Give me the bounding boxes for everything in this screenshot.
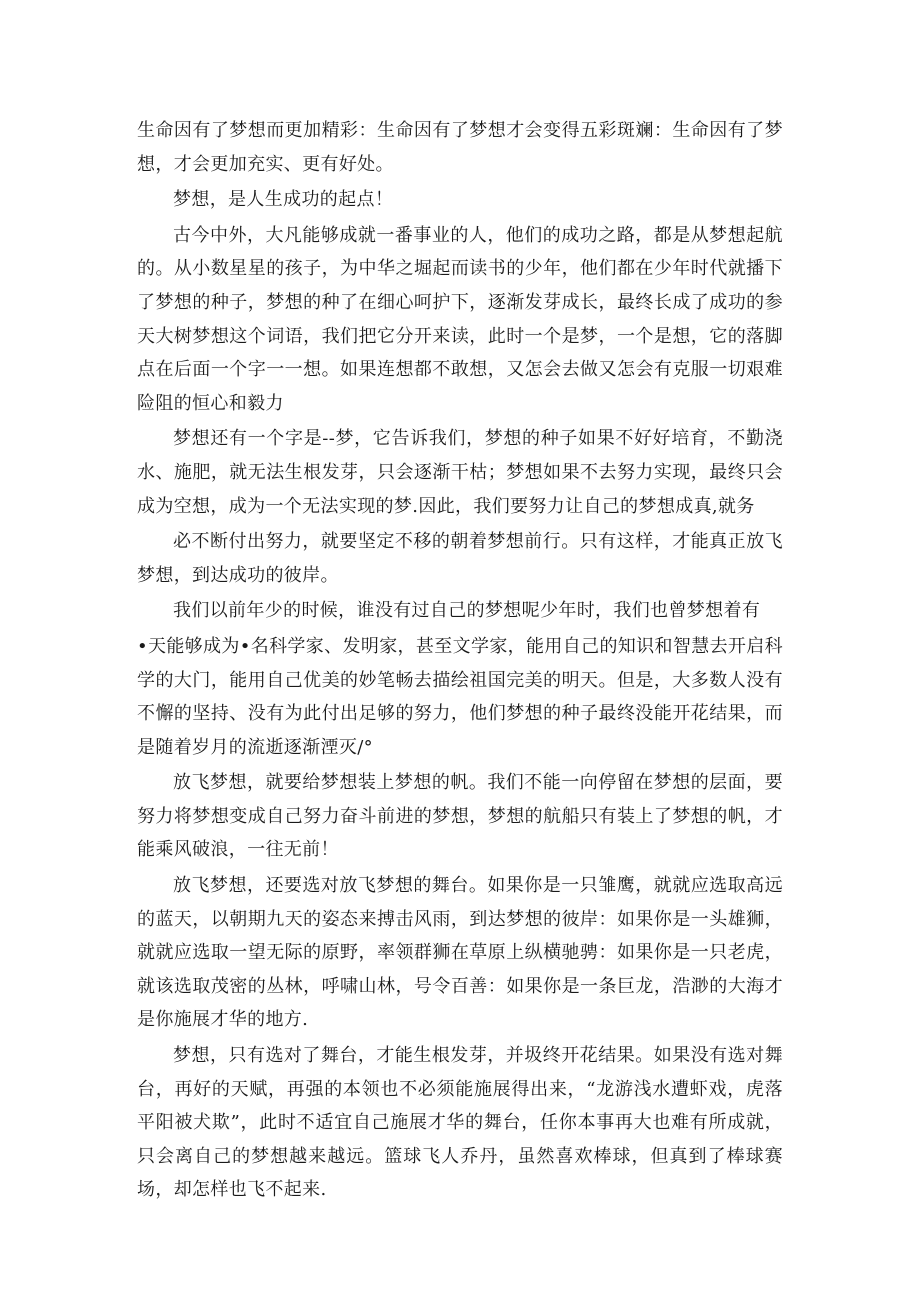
paragraph: •天能够成为•名科学家、发明家，甚至文学家，能用自己的知识和智慧去开启科学的大门，能用自己优美的妙笔畅去描绘祖国完美的明天。但是，大多数人没有不懈的坚持、没有为此付出足够的努力，他们梦想的种子最终没能开花结果，而是随着岁月的流逝逐渐湮灭/° [137,635,783,758]
paragraph: 放飞梦想，还要选对放飞梦想的舞台。如果你是一只雏鹰，就就应选取高远的蓝天，以朝期九天的姿态来搏击风雨，到达梦想的彼岸：如果你是一头雄狮，就就应选取一望无际的原野，率领群狮在草原上纵横驰骋：如果你是一只老虎，就该选取茂密的丛林，呼啸山林，号令百善：如果你是一条巨龙，浩渺的大海才是你施展才华的地方. [137,875,783,1031]
paragraph: 梦想，是人生成功的起点！ [173,189,394,211]
paragraph: 放飞梦想，就要给梦想装上梦想的帆。我们不能一向停留在梦想的层面，要努力将梦想变成自己努力奋斗前进的梦想，梦想的航船只有装上了梦想的帆，才能乘风破浪，一往无前！ [137,772,783,861]
paragraph: 我们以前年少的时候，谁没有过自己的梦想呢少年时，我们也曾梦想着有 [173,600,761,622]
paragraph: 生命因有了梦想而更加精彩：生命因有了梦想才会变得五彩斑斓：生命因有了梦想，才会更加充实、更有好处。 [137,120,783,175]
paragraph: 古今中外，大凡能够成就一番事业的人，他们的成功之路，都是从梦想起航的。从小数星星的孩子，为中华之堀起而读书的少年，他们都在少年时代就播下了梦想的种子，梦想的种了在细心呵护下，逐渐发芽成长，最终长成了成功的参天大树梦想这个词语，我们把它分开来读，此时一个是梦，一个是想，它的落脚点在后面一个字一一想。如果连想都不敢想，又怎会去做又怎会有克服一切艰难险阻的恒心和毅力 [137,224,783,414]
paragraph: 梦想，只有选对了舞台，才能生根发芽，并圾终开花结果。如果没有选对舞台，再好的天赋，再强的本领也不必须能施展得出来，“龙游浅水遭虾戏，虎落平阳被犬欺”，此时不适宜自己施展才华的舞台，任你本事再大也难有所成就，只会离自己的梦想越来越远。篮球飞人乔丹，虽然喜欢棒球，但真到了棒球赛场，却怎样也飞不起来. [137,1045,783,1201]
document-body [137,114,783,1207]
paragraph: 必不断付出努力，就要坚定不移的朝着梦想前行。只有这样，才能真正放飞梦想，到达成功的彼岸。 [137,531,783,586]
paragraph: 梦想还有一个字是--梦，它告诉我们，梦想的种子如果不好好培育，不勤浇水、施肥，就无法生根发芽，只会逐渐干枯；梦想如果不去努力实现，最终只会成为空想，成为一个无法实现的梦.因此，我们要努力让自己的梦想成真,就务 [137,428,783,517]
